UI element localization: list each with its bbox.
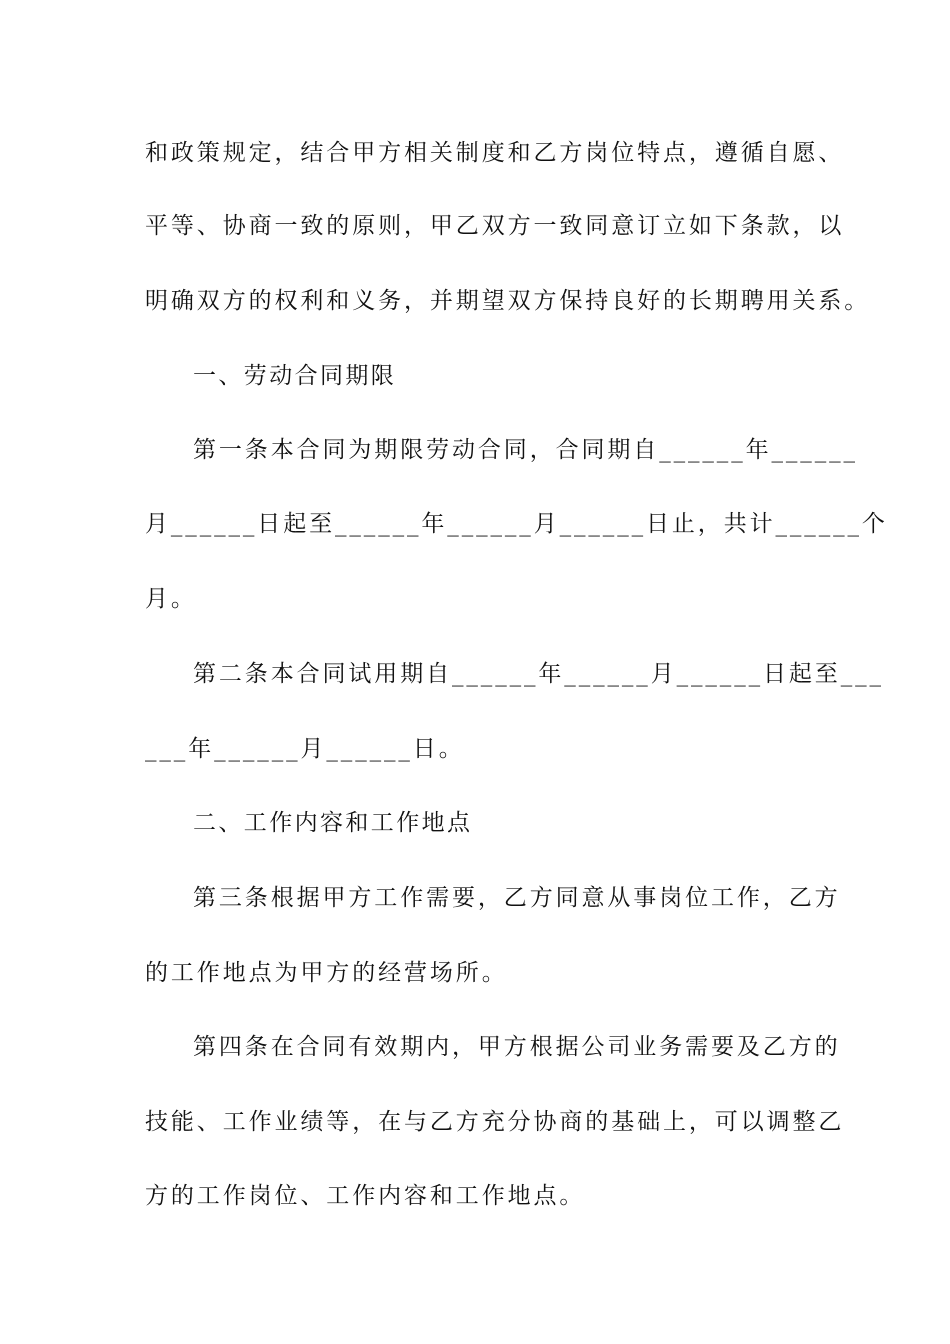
article-1-line: 第一条本合同为期限劳动合同，合同期自______年______ <box>193 437 858 463</box>
article-1-line: 月。 <box>145 586 197 612</box>
article-4-line: 技能、工作业绩等，在与乙方充分协商的基础上，可以调整乙 <box>145 1109 845 1135</box>
article-1-line: 月______日起至______年______月______日止，共计______个 <box>145 511 888 537</box>
paragraph-line: 平等、协商一致的原则，甲乙双方一致同意订立如下条款，以 <box>145 213 845 239</box>
section-heading-2: 二、工作内容和工作地点 <box>193 810 473 836</box>
section-heading-1: 一、劳动合同期限 <box>193 363 397 389</box>
article-4-line: 第四条在合同有效期内，甲方根据公司业务需要及乙方的 <box>193 1034 841 1060</box>
paragraph-line: 明确双方的权利和义务，并期望双方保持良好的长期聘用关系。 <box>145 288 871 314</box>
article-4-line: 方的工作岗位、工作内容和工作地点。 <box>145 1183 586 1209</box>
article-2-line: ___年______月______日。 <box>145 736 465 762</box>
article-3-line: 第三条根据甲方工作需要，乙方同意从事岗位工作，乙方 <box>193 885 841 911</box>
article-2-line: 第二条本合同试用期自______年______月______日起至___ <box>193 661 884 687</box>
article-3-line: 的工作地点为甲方的经营场所。 <box>145 960 508 986</box>
paragraph-line: 和政策规定，结合甲方相关制度和乙方岗位特点，遵循自愿、 <box>145 140 845 166</box>
